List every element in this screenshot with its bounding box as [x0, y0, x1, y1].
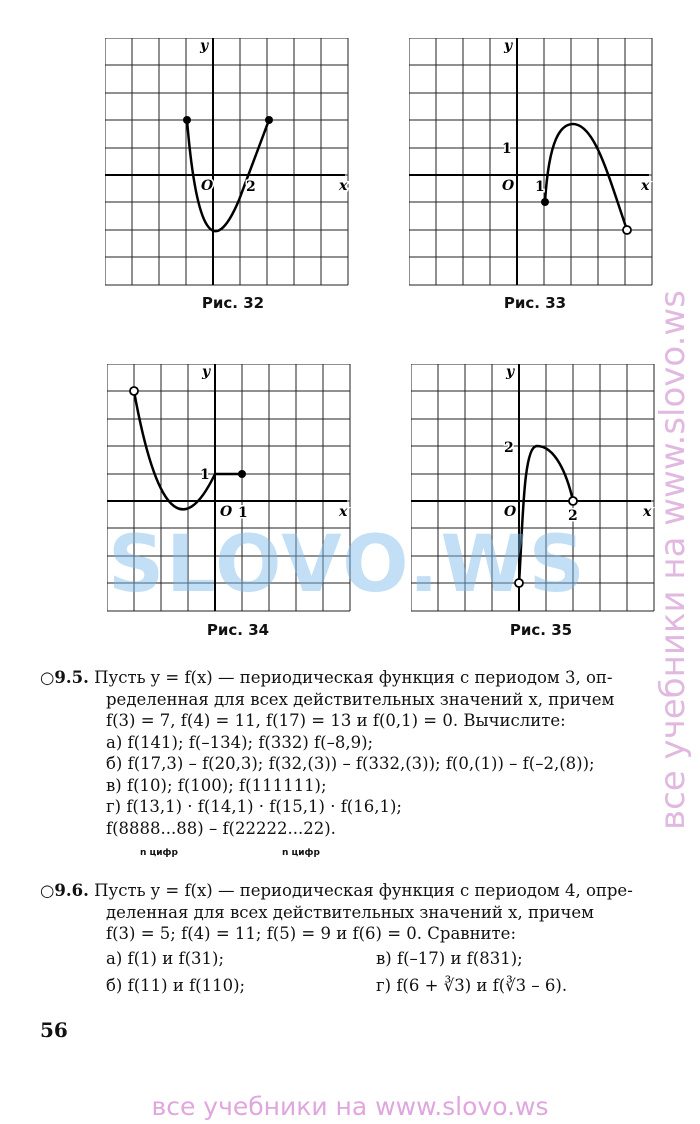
- n-digits-note: n цифр: [140, 848, 178, 858]
- function-curve: [545, 124, 627, 230]
- problem-text-line: Пусть y = f(x) — периодическая функция с периодом 4, опре-: [94, 881, 633, 900]
- closed-endpoint: [238, 470, 246, 478]
- watermark-center: SLOVO.WS: [108, 520, 587, 610]
- problem-item-a: а) f(141); f(–134); f(332) f(–8,9);: [106, 732, 374, 752]
- problem-9-6: [40, 880, 665, 997]
- closed-endpoint: [265, 116, 273, 124]
- y-axis-label: y: [506, 364, 515, 380]
- y-tick-label: 2: [504, 440, 514, 456]
- open-endpoint: [130, 387, 138, 395]
- problem-item-v: в) f(10); f(100); f(111111);: [106, 775, 327, 795]
- problem-text-line: Пусть y = f(x) — периодическая функция с периодом 3, оп-: [94, 668, 613, 687]
- figure-caption: Рис. 33: [503, 294, 567, 312]
- problem-text-line: f(3) = 5; f(4) = 11; f(5) = 9 и f(6) = 0. Сравните:: [106, 924, 517, 943]
- y-axis-label: y: [202, 364, 211, 380]
- problem-number: ○9.5.: [40, 668, 89, 687]
- closed-endpoint: [541, 198, 549, 206]
- problem-item-g: г) f(13,1) · f(14,1) · f(15,1) · f(16,1);: [106, 797, 402, 816]
- origin-label: O: [201, 178, 214, 194]
- x-axis-label: x: [643, 504, 652, 520]
- origin-label: O: [504, 504, 517, 520]
- open-endpoint: [569, 497, 577, 505]
- figure-caption: Рис. 34: [206, 621, 270, 639]
- x-tick-label: 2: [568, 508, 578, 524]
- origin-label: O: [220, 504, 233, 520]
- problem-text-line: f(8888...88) – f(22222...22).: [106, 818, 336, 838]
- x-tick-label: 1: [535, 179, 545, 195]
- watermark-side: все учебники на www.slovo.ws: [653, 290, 693, 830]
- y-axis-label: y: [504, 38, 513, 54]
- problem-number: ○9.6.: [40, 881, 89, 900]
- graph-fig-32: [105, 38, 355, 288]
- figure-caption: Рис. 32: [201, 294, 265, 312]
- page-number: 56: [40, 1018, 68, 1042]
- problem-text-line: деленная для всех действительных значений x, причем: [106, 902, 595, 922]
- open-endpoint: [623, 226, 631, 234]
- origin-label: O: [502, 178, 515, 194]
- watermark-bottom: все учебники на www.slovo.ws: [151, 1092, 549, 1121]
- x-axis-label: x: [339, 504, 348, 520]
- x-axis-label: x: [339, 178, 348, 194]
- y-tick-label: 1: [502, 141, 512, 157]
- problem-text-line: ределенная для всех действительных значений x, причем: [106, 689, 615, 709]
- y-axis-label: y: [200, 38, 209, 54]
- x-axis-label: x: [641, 178, 650, 194]
- problem-item-g: г) f(6 + ∛3) и f(∛3 – 6).: [376, 976, 568, 995]
- problem-item-b: б) f(11) и f(110);: [106, 976, 246, 995]
- problem-item-v: в) f(–17) и f(831);: [376, 948, 523, 968]
- problem-text-line: f(3) = 7, f(4) = 11, f(17) = 13 и f(0,1) = 0. Вычислите:: [106, 711, 566, 730]
- y-tick-label: 1: [200, 467, 210, 483]
- graph-fig-33: [409, 38, 659, 288]
- closed-endpoint: [183, 116, 191, 124]
- problem-item-b: б) f(17,3) – f(20,3); f(32,(3)) – f(332,(3)); f(0,(1)) – f(–2,(8));: [106, 754, 595, 773]
- problem-9-5: [40, 667, 665, 839]
- problem-item-a: а) f(1) и f(31);: [106, 948, 225, 968]
- x-tick-label: 2: [246, 179, 256, 195]
- figure-caption: Рис. 35: [509, 621, 573, 639]
- n-digits-note: n цифр: [282, 848, 320, 858]
- x-tick-label: 1: [238, 505, 248, 521]
